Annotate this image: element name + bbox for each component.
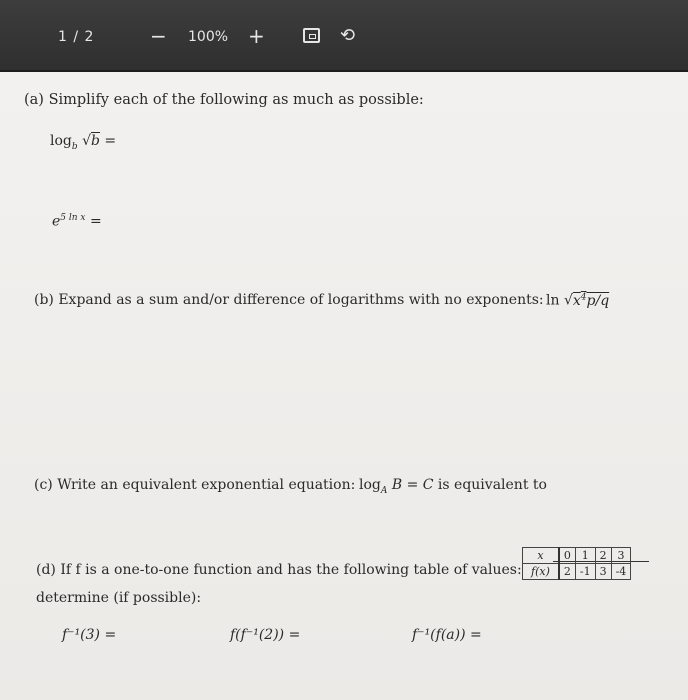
page-indicator[interactable]: 1 / 2 xyxy=(58,29,95,45)
table-cell: 3 xyxy=(595,564,611,580)
part-c-prompt: (c) Write an equivalent exponential equation: xyxy=(34,477,356,493)
table-cell: 3 xyxy=(611,548,631,564)
table-header-x: x xyxy=(523,548,559,564)
table-cell: -4 xyxy=(611,564,631,580)
part-a-heading: (a) Simplify each of the following as much as possible: xyxy=(24,92,424,108)
table-row xyxy=(523,548,631,564)
table-cell: 2 xyxy=(559,564,576,580)
zoom-in-button[interactable]: + xyxy=(248,24,265,48)
part-b-expr: $\ln √x^4p/q$ xyxy=(546,292,610,309)
part-d-q2: f(f⁻¹(2)) = xyxy=(230,627,301,643)
part-a-expr1: $\log_b √b$ = xyxy=(50,133,117,152)
zoom-out-button[interactable]: − xyxy=(150,24,167,48)
part-d-prompt2: determine (if possible): xyxy=(36,590,202,606)
part-a-expr2: $e^{5 ln x}$ = xyxy=(52,213,102,230)
table-cell: 0 xyxy=(559,548,576,564)
part-c-expr: $\log_A B = C$ is equivalent to xyxy=(359,477,547,496)
zoom-level[interactable]: 100% xyxy=(188,29,229,45)
fit-page-icon[interactable] xyxy=(303,28,320,43)
function-table xyxy=(522,547,631,580)
table-cell: 1 xyxy=(575,548,595,564)
table-cell: -1 xyxy=(575,564,595,580)
part-d-q3: f⁻¹(f(a)) = xyxy=(412,627,482,643)
pdf-toolbar xyxy=(0,0,688,72)
table-row xyxy=(523,564,631,580)
document-page xyxy=(0,72,688,700)
table-header-fx: f(x) xyxy=(523,564,559,580)
table-cell: 2 xyxy=(595,548,611,564)
part-b-prompt: (b) Expand as a sum and/or difference of logarithms with no exponents: xyxy=(34,292,544,308)
part-d-prompt: (d) If f is a one-to-one function and has the following table of values: xyxy=(36,562,522,578)
rotate-icon[interactable]: ⟲ xyxy=(340,25,356,46)
part-d-q1: f⁻¹(3) = xyxy=(62,627,117,643)
